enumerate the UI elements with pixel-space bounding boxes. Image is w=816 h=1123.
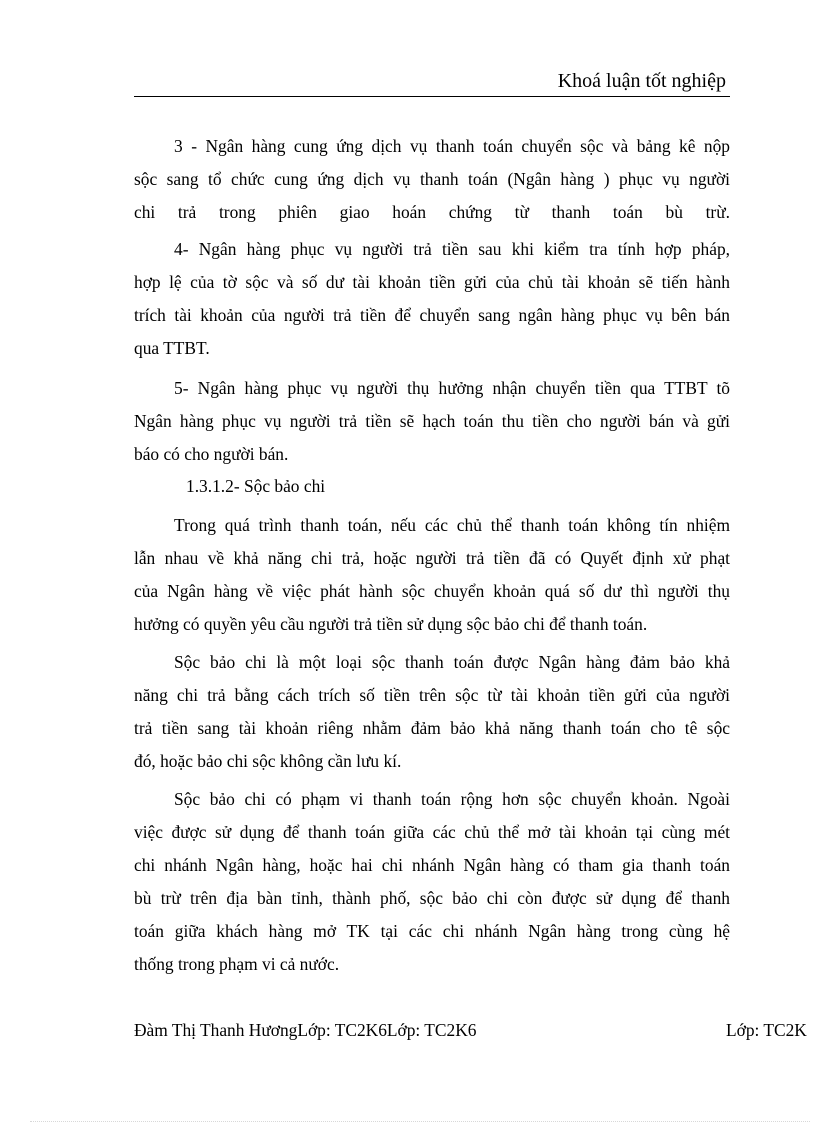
paragraph-line: Trong quá trình thanh toán, nếu các chủ thể thanh toán không tín nhiệm	[174, 515, 730, 535]
paragraph-line: thống trong phạm vi cả nước.	[134, 954, 340, 974]
header-title: Khoá luận tốt nghiệp	[557, 70, 726, 92]
paragraph-line: sộc sang tổ chức cung ứng dịch vụ thanh toán (Ngân hàng ) phục vụ người	[134, 169, 730, 189]
paragraph-line: toán giữa khách hàng mở TK tại các chi nhánh Ngân hàng trong cùng hệ	[134, 921, 730, 941]
paragraph-line: hợp lệ của tờ sộc và số dư tài khoản tiền gửi của chủ tài khoản sẽ tiến hành	[134, 272, 730, 292]
paragraph-line: chi trả trong phiên giao hoán chứng từ thanh toán bù trừ.	[134, 202, 730, 222]
paragraph-line: Ngân hàng phục vụ người trả tiền sẽ hạch toán thu tiền cho người bán và gửi	[134, 411, 730, 431]
paragraph-line: của Ngân hàng về việc phát hành sộc chuyển khoản quá số dư thì người thụ	[134, 581, 730, 601]
paragraph-line: chi nhánh Ngân hàng, hoặc hai chi nhánh Ngân hàng có tham gia thanh toán	[134, 855, 730, 875]
paragraph-line: năng chi trả bằng cách trích số tiền trên sộc từ tài khoản tiền gửi của người	[134, 685, 730, 705]
paragraph-line: bù trừ trên địa bàn tỉnh, thành phố, sộc bảo chi còn được sử dụng để thanh	[134, 888, 730, 908]
paragraph-line: qua TTBT.	[134, 338, 210, 358]
paragraph-line: Sộc bảo chi là một loại sộc thanh toán được Ngân hàng đảm bảo khả	[174, 652, 730, 672]
page-bottom-divider	[30, 1121, 810, 1122]
paragraph-line: trích tài khoản của người trả tiền để chuyển sang ngân hàng phục vụ bên bán	[134, 305, 730, 325]
paragraph-line: việc được sử dụng để thanh toán giữa các chủ thể mở tài khoản tại cùng mét	[134, 822, 730, 842]
paragraph-line: báo có cho người bán.	[134, 444, 289, 464]
footer-author: Đàm Thị Thanh HươngLớp: TC2K6Lớp: TC2K6	[134, 1020, 477, 1040]
paragraph-line: hưởng có quyền yêu cầu người trả tiền sử dụng sộc bảo chi để thanh toán.	[134, 614, 648, 634]
page-header	[134, 68, 730, 97]
paragraph-line: lẫn nhau về khả năng chi trả, hoặc người trả tiền đã có Quyết định xử phạt	[134, 548, 730, 568]
paragraph-line: 5- Ngân hàng phục vụ người thụ hưởng nhận chuyển tiền qua TTBT tõ	[174, 378, 730, 398]
footer-class: Lớp: TC2K	[726, 1020, 807, 1040]
paragraph-line: 4- Ngân hàng phục vụ người trả tiền sau khi kiểm tra tính hợp pháp,	[174, 239, 730, 259]
paragraph-line: đó, hoặc bảo chi sộc không cần lưu kí.	[134, 751, 402, 771]
section-subheading: 1.3.1.2- Sộc bảo chi	[186, 476, 326, 496]
paragraph-line: 3 - Ngân hàng cung ứng dịch vụ thanh toán chuyển sộc và bảng kê nộp	[174, 136, 730, 156]
paragraph-line: Sộc bảo chi có phạm vi thanh toán rộng hơn sộc chuyển khoản. Ngoài	[174, 789, 730, 809]
paragraph-line: trả tiền sang tài khoản riêng nhằm đảm bảo khả năng thanh toán cho tê sộc	[134, 718, 730, 738]
